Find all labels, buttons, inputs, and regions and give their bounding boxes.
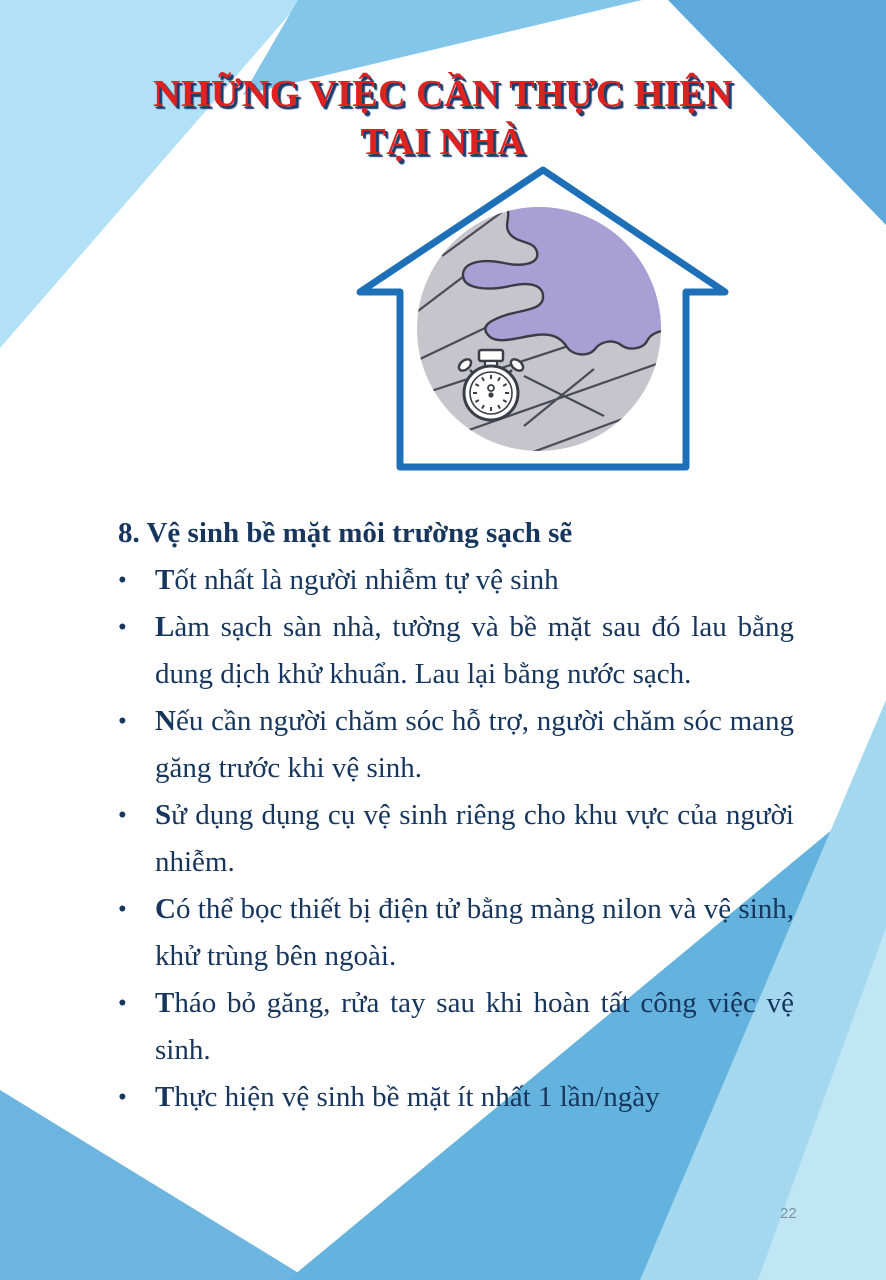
- bullet-text: [155, 980, 794, 1074]
- page-number: 22: [780, 1205, 797, 1222]
- list-item: [118, 604, 794, 698]
- bullet-dot: •: [118, 990, 127, 1017]
- bullet-text: [155, 604, 794, 698]
- bullet-lead-letter: T: [155, 564, 175, 596]
- bullet-rest: hực hiện vệ sinh bề mặt ít nhất 1 lần/ngày: [174, 1081, 660, 1113]
- bullet-rest: ếu cần người chăm sóc hỗ trợ, người chăm sóc mang găng trước khi vệ sinh.: [155, 705, 794, 784]
- bullet-dot: •: [118, 802, 127, 829]
- slide-title-line1: NHỮNG VIỆC CẦN THỰC HIỆN: [153, 73, 733, 115]
- bullet-list: [118, 557, 794, 1121]
- bullet-dot: •: [118, 896, 127, 923]
- bullet-text: [155, 698, 794, 792]
- bullet-dot: •: [118, 614, 127, 641]
- slide-title: [0, 70, 886, 166]
- section-heading: 8. Vệ sinh bề mặt môi trường sạch sẽ: [118, 517, 573, 549]
- slide-body: [118, 510, 794, 1121]
- list-item: [118, 792, 794, 886]
- list-item: [118, 698, 794, 792]
- bullet-lead-letter: T: [155, 1081, 175, 1113]
- bullet-rest: àm sạch sàn nhà, tường và bề mặt sau đó lau bằng dung dịch khử khuẩn. Lau lại bằng nước sạch.: [155, 611, 794, 690]
- bullet-rest: háo bỏ găng, rửa tay sau khi hoàn tất công việc vệ sinh.: [155, 987, 794, 1066]
- bullet-text: [155, 557, 794, 604]
- bullet-dot: •: [118, 567, 127, 594]
- bullet-lead-letter: N: [155, 705, 176, 737]
- list-item: [118, 557, 794, 604]
- house-icon: [356, 164, 736, 476]
- bullet-text: [155, 792, 794, 886]
- bullet-lead-letter: T: [155, 987, 175, 1019]
- list-item: [118, 980, 794, 1074]
- bullet-rest: ử dụng dụng cụ vệ sinh riêng cho khu vực của người nhiễm.: [155, 799, 794, 878]
- bullet-lead-letter: S: [155, 799, 172, 831]
- slide-title-line2: TẠI NHÀ: [360, 121, 526, 163]
- disinfectant-spill-icon: [463, 190, 686, 354]
- list-item: [118, 1074, 794, 1121]
- bullet-lead-letter: L: [155, 611, 175, 643]
- bullet-dot: •: [118, 708, 127, 735]
- bullet-text: [155, 1074, 794, 1121]
- bullet-dot: •: [118, 1084, 127, 1111]
- bullet-rest: ốt nhất là người nhiễm tự vệ sinh: [174, 564, 559, 596]
- bullet-lead-letter: C: [155, 893, 176, 925]
- bullet-text: [155, 886, 794, 980]
- bullet-rest: ó thể bọc thiết bị điện tử bằng màng nilon và vệ sinh, khử trùng bên ngoài.: [155, 893, 794, 972]
- list-item: [118, 886, 794, 980]
- house-cleaning-illustration: [356, 164, 736, 476]
